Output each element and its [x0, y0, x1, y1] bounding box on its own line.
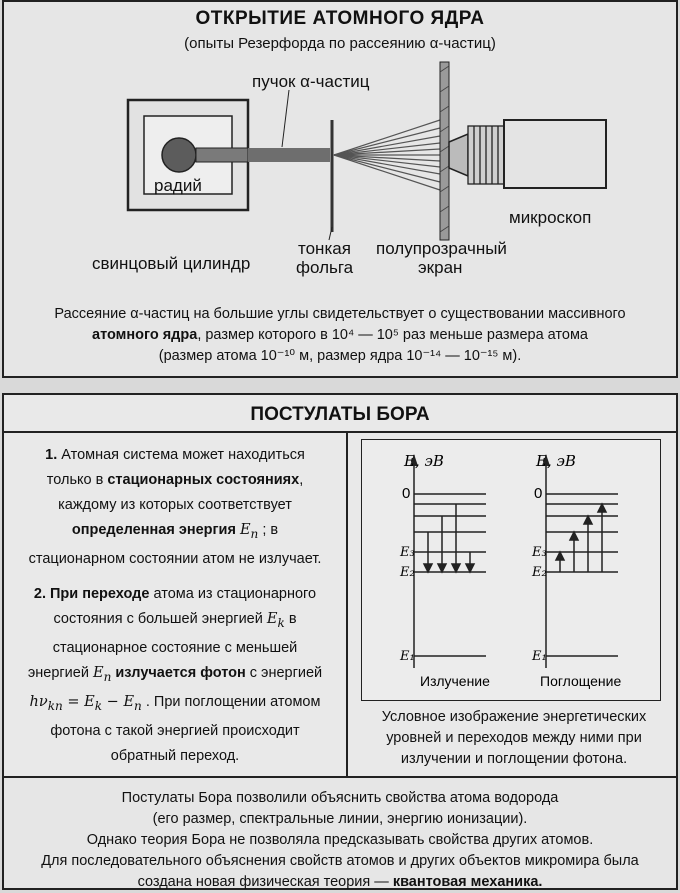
- postulate-1-line-2: только в стационарных состояниях,: [46, 472, 304, 488]
- summary-line-3: Однако теория Бора не позволяла предсказывать свойства других атомов.: [86, 832, 594, 848]
- summary-line-2: (его размер, спектральные линии, энергию ионизации).: [152, 811, 528, 827]
- postulate-2-line-5: $h\nu_{kn} = E_k - E_n$ . При поглощении атомом: [29, 693, 321, 713]
- caption-line-2: атомного ядра, размер которого в 10⁴ — 10⁵ раз меньше размера атома: [92, 327, 588, 343]
- postulate-2-line-2: состояния с большей энергией $E_k$ в: [53, 610, 297, 630]
- emission-axis-label: E, эВ: [404, 452, 444, 470]
- postulates-text: [10, 443, 340, 769]
- radium-label: радий: [154, 176, 202, 195]
- summary-text: [12, 788, 668, 893]
- diagram-caption: [354, 707, 674, 770]
- rutherford-title: ОТКРЫТИЕ АТОМНОГО ЯДРА: [195, 8, 485, 29]
- postulate-1-line-3: каждому из которых соответствует: [58, 497, 292, 513]
- emission-level-2: E₂: [400, 565, 415, 580]
- microscope-label: микроскоп: [509, 208, 592, 227]
- beam-pointer: [282, 90, 289, 147]
- caption-line-1: Рассеяние α-частиц на большие углы свидетельствует о существовании массивного: [54, 306, 626, 322]
- column-divider: [346, 433, 348, 778]
- rutherford-subtitle: (опыты Резерфорда по рассеянию α-частиц): [184, 35, 496, 52]
- emission-diagram: [399, 452, 486, 668]
- quantum-mechanics-term: квантовая механика.: [392, 874, 543, 890]
- absorption-diagram: [531, 452, 618, 668]
- scattered-rays: [334, 120, 440, 190]
- postulate-2-line-1: 2. При переходе атома из стационарного: [33, 585, 317, 602]
- microscope-tube: [504, 120, 606, 188]
- bohr-section: [2, 393, 678, 778]
- absorption-level-3: E₃: [532, 545, 547, 560]
- postulate-2-line-4: энергией $E_n$ излучается фотон с энергией: [27, 664, 323, 684]
- bohr-header: [4, 395, 676, 433]
- beam-label: пучок α-частиц: [252, 72, 370, 91]
- diagram-caption-line-2: уровней и переходов между ними при: [386, 730, 642, 746]
- nucleus-term: атомного ядра: [92, 327, 198, 343]
- energy-level-diagram: [361, 439, 661, 701]
- summary-line-4: Для последовательного объяснения свойств атомов и других объектов микромира была: [41, 853, 639, 869]
- foil-label-1: тонкая: [298, 239, 351, 258]
- diagram-caption-line-1: Условное изображение энергетических: [381, 709, 647, 725]
- summary-section: [2, 778, 678, 890]
- absorption-axis-label: E, эВ: [536, 452, 576, 470]
- bohr-title: ПОСТУЛАТЫ БОРА: [250, 404, 430, 425]
- postulate-1-line-5: стационарном состоянии атом не излучает.: [28, 550, 322, 567]
- cylinder-label: свинцовый цилиндр: [92, 254, 251, 273]
- postulate-1-line-1: 1. Атомная система может находиться: [45, 447, 305, 463]
- foil-label-2: фольга: [296, 258, 354, 277]
- cylinder-channel: [196, 148, 248, 162]
- emission-level-3: E₃: [400, 545, 415, 560]
- diagram-caption-line-3: излучении и поглощении фотона.: [400, 751, 628, 767]
- rutherford-caption: [16, 304, 664, 367]
- energy-levels-svg: [362, 440, 662, 702]
- alpha-beam: [248, 148, 330, 162]
- emission-level-1: E₁: [400, 649, 415, 664]
- microscope-eyepiece: [468, 126, 504, 184]
- radium-source: [162, 138, 196, 172]
- summary-line-5: создана новая физическая теория — квантовая механика.: [137, 874, 543, 890]
- postulate-2-line-3: стационарное состояние с меньшей: [52, 639, 298, 656]
- caption-line-3: (размер атома 10⁻¹⁰ м, размер ядра 10⁻¹⁴ — 10⁻¹⁵ м).: [158, 348, 522, 364]
- emission-zero: 0: [402, 485, 411, 502]
- absorption-label: Поглощение: [540, 673, 622, 689]
- postulate-2-line-7: обратный переход.: [110, 747, 240, 764]
- microscope-cone: [449, 134, 468, 176]
- postulate-1-line-4: определенная энергия $E_n$ ; в: [71, 522, 279, 541]
- absorption-level-2: E₂: [532, 565, 547, 580]
- absorption-level-1: E₁: [532, 649, 547, 664]
- emission-label: Излучение: [420, 673, 490, 689]
- spacer: [10, 572, 340, 582]
- absorption-zero: 0: [534, 485, 543, 502]
- screen-label-2: экран: [418, 258, 463, 277]
- summary-line-1: Постулаты Бора позволили объяснить свойства атома водорода: [121, 790, 559, 806]
- rutherford-section: [2, 0, 678, 378]
- postulate-2-line-6: фотона с такой энергией происходит: [50, 722, 300, 739]
- screen-label-1: полупрозрачный: [376, 239, 507, 258]
